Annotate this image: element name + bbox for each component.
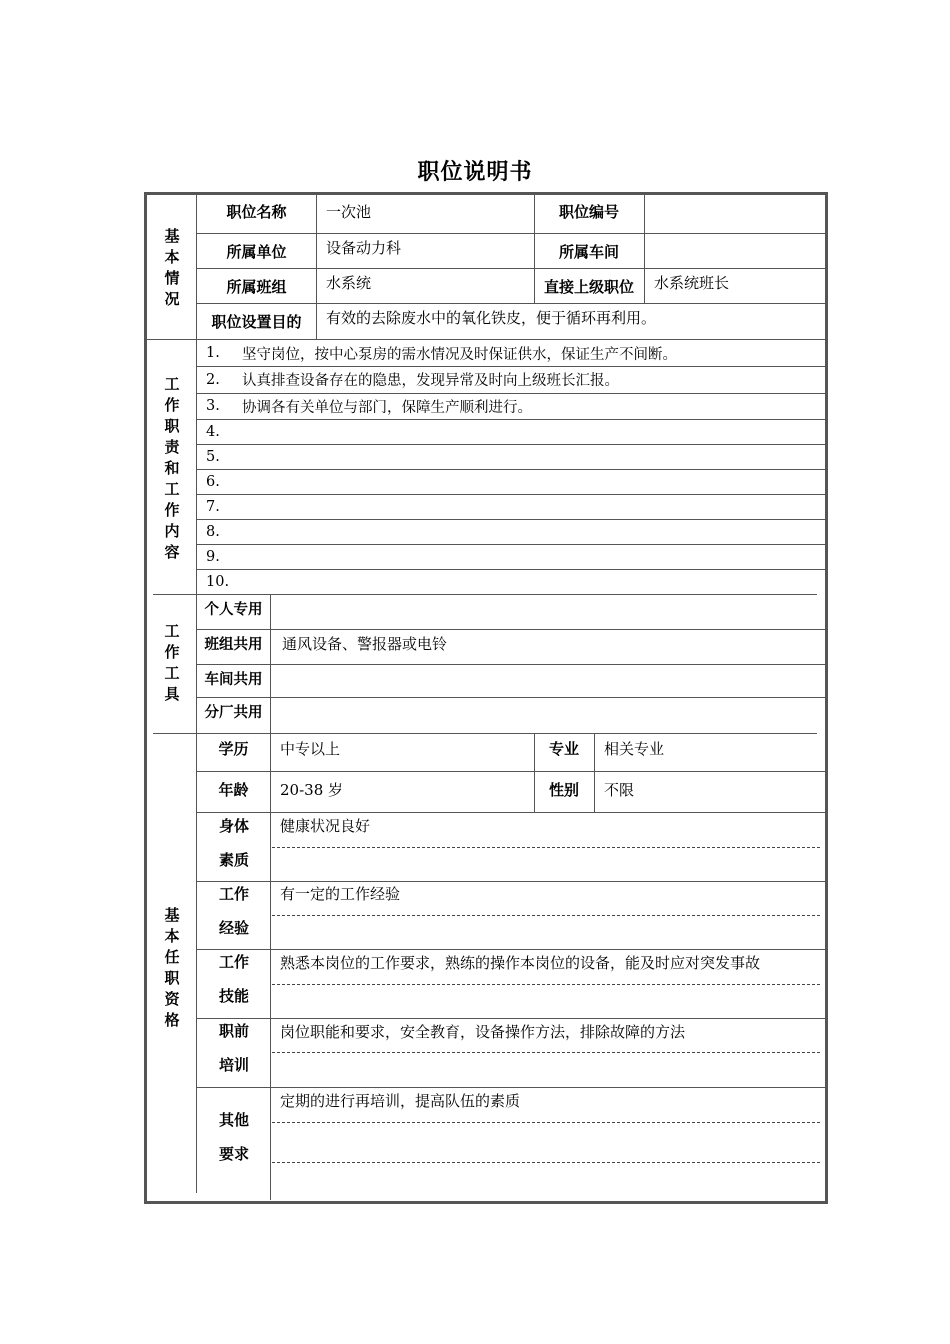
major-value: 相关专业 [604, 739, 665, 758]
section-label-qualifications: 基本 任职资格 [164, 906, 180, 1029]
duty-item [206, 520, 242, 544]
duty-item [206, 367, 619, 392]
fill-line [272, 1122, 820, 1123]
section-label-basic: 基本情况 [164, 227, 180, 308]
tool-label-personal: 个人专用 [204, 601, 263, 618]
duty-item [206, 495, 242, 519]
divider [197, 569, 825, 570]
tool-label-workshop: 车间共用 [204, 671, 263, 688]
other-value: 定期的进行再培训，提高队伍的素质 [280, 1092, 521, 1110]
position-name-value: 一次池 [326, 203, 372, 221]
section-label-duties: 工作职责和工作内容 [164, 374, 180, 561]
purpose-label: 职位设置目的 [211, 313, 302, 331]
team-value: 水系统 [326, 273, 372, 292]
major-label: 专业 [548, 739, 579, 758]
experience-value: 有一定的工作经验 [280, 885, 401, 903]
divider [197, 1087, 825, 1088]
education-value: 中专以上 [280, 739, 341, 758]
duty-item [206, 545, 242, 569]
superior-label: 直接上级职位 [543, 277, 634, 296]
duty-number: 3. [206, 398, 220, 414]
gender-label: 性别 [548, 780, 579, 799]
divider [197, 1018, 825, 1019]
gender-value: 不限 [604, 780, 635, 799]
position-no-label: 职位编号 [558, 203, 619, 221]
duty-number: 9. [206, 549, 220, 565]
age-label: 年龄 [218, 780, 249, 799]
duty-item [206, 394, 532, 418]
other-label-2: 要求 [218, 1145, 249, 1163]
duty-number: 6. [206, 474, 220, 490]
physical-label-2: 素质 [218, 851, 249, 869]
tool-value-personal [272, 595, 822, 629]
divider [197, 469, 825, 470]
section-label-tools: 工作工具 [164, 622, 180, 703]
tool-label-plant: 分厂共用 [204, 704, 263, 721]
divider [197, 519, 825, 520]
divider [197, 494, 825, 495]
training-label-2: 培训 [218, 1056, 249, 1074]
physical-label-1: 身体 [218, 817, 249, 835]
divider [152, 1202, 270, 1204]
divider [197, 812, 825, 813]
workshop-value [644, 234, 834, 268]
training-label-1: 职前 [218, 1022, 249, 1040]
duty-text: 认真排查设备存在的隐患，发现异常及时向上级班长汇报。 [242, 373, 619, 389]
workshop-label: 所属车间 [558, 242, 619, 261]
fill-line [272, 915, 820, 916]
fill-line [272, 847, 820, 848]
tool-value-workshop [272, 665, 822, 697]
tool-value-team: 通风设备、警报器或电铃 [282, 634, 448, 653]
skills-label-2: 技能 [218, 987, 249, 1005]
duty-number: 1. [206, 345, 220, 361]
divider [197, 544, 825, 545]
duty-item [206, 420, 242, 444]
divider [197, 444, 825, 445]
fill-line [272, 984, 820, 985]
duty-text: 协调各有关单位与部门，保障生产顺利进行。 [242, 399, 532, 416]
education-label: 学历 [218, 739, 249, 758]
unit-label: 所属单位 [226, 242, 287, 261]
team-label: 所属班组 [226, 277, 287, 296]
duty-number: 5. [206, 449, 220, 465]
other-label-1: 其他 [218, 1111, 249, 1129]
tool-value-plant [272, 698, 822, 732]
duty-number: 8. [206, 524, 220, 540]
skills-label-1: 工作 [218, 953, 249, 971]
physical-value: 健康状况良好 [280, 817, 371, 835]
duty-item [206, 570, 242, 594]
duty-item [206, 445, 242, 469]
training-value: 岗位职能和要求，安全教育，设备操作方法，排除故障的方法 [280, 1023, 686, 1041]
unit-value: 设备动力科 [326, 238, 402, 257]
skills-value: 熟悉本岗位的工作要求，熟练的操作本岗位的设备，能及时应对突发事故 [280, 954, 761, 972]
fill-line [272, 1162, 820, 1163]
divider [196, 340, 197, 594]
duty-item [206, 470, 242, 494]
duty-text: 坚守岗位，按中心泵房的需水情况及时保证供水，保证生产不间断。 [242, 346, 677, 363]
divider [197, 881, 825, 882]
fill-line [272, 1052, 820, 1053]
duty-number: 2. [206, 371, 220, 388]
position-name-label: 职位名称 [226, 203, 287, 221]
experience-label-2: 经验 [218, 919, 249, 937]
duty-item [206, 341, 677, 365]
tool-label-team: 班组共用 [204, 636, 263, 653]
position-no-value [644, 195, 834, 228]
divider [197, 949, 825, 950]
duty-number: 4. [206, 424, 220, 440]
age-value: 20-38 岁 [280, 780, 344, 799]
page-title: 职位说明书 [417, 160, 533, 185]
duty-number: 7. [206, 499, 220, 515]
duty-number: 10. [206, 574, 230, 590]
experience-label-1: 工作 [218, 885, 249, 903]
purpose-value: 有效的去除废水中的氧化铁皮，便于循环再利用。 [326, 308, 657, 327]
superior-value: 水系统班长 [654, 273, 730, 292]
divider [147, 339, 825, 340]
divider [197, 419, 825, 420]
